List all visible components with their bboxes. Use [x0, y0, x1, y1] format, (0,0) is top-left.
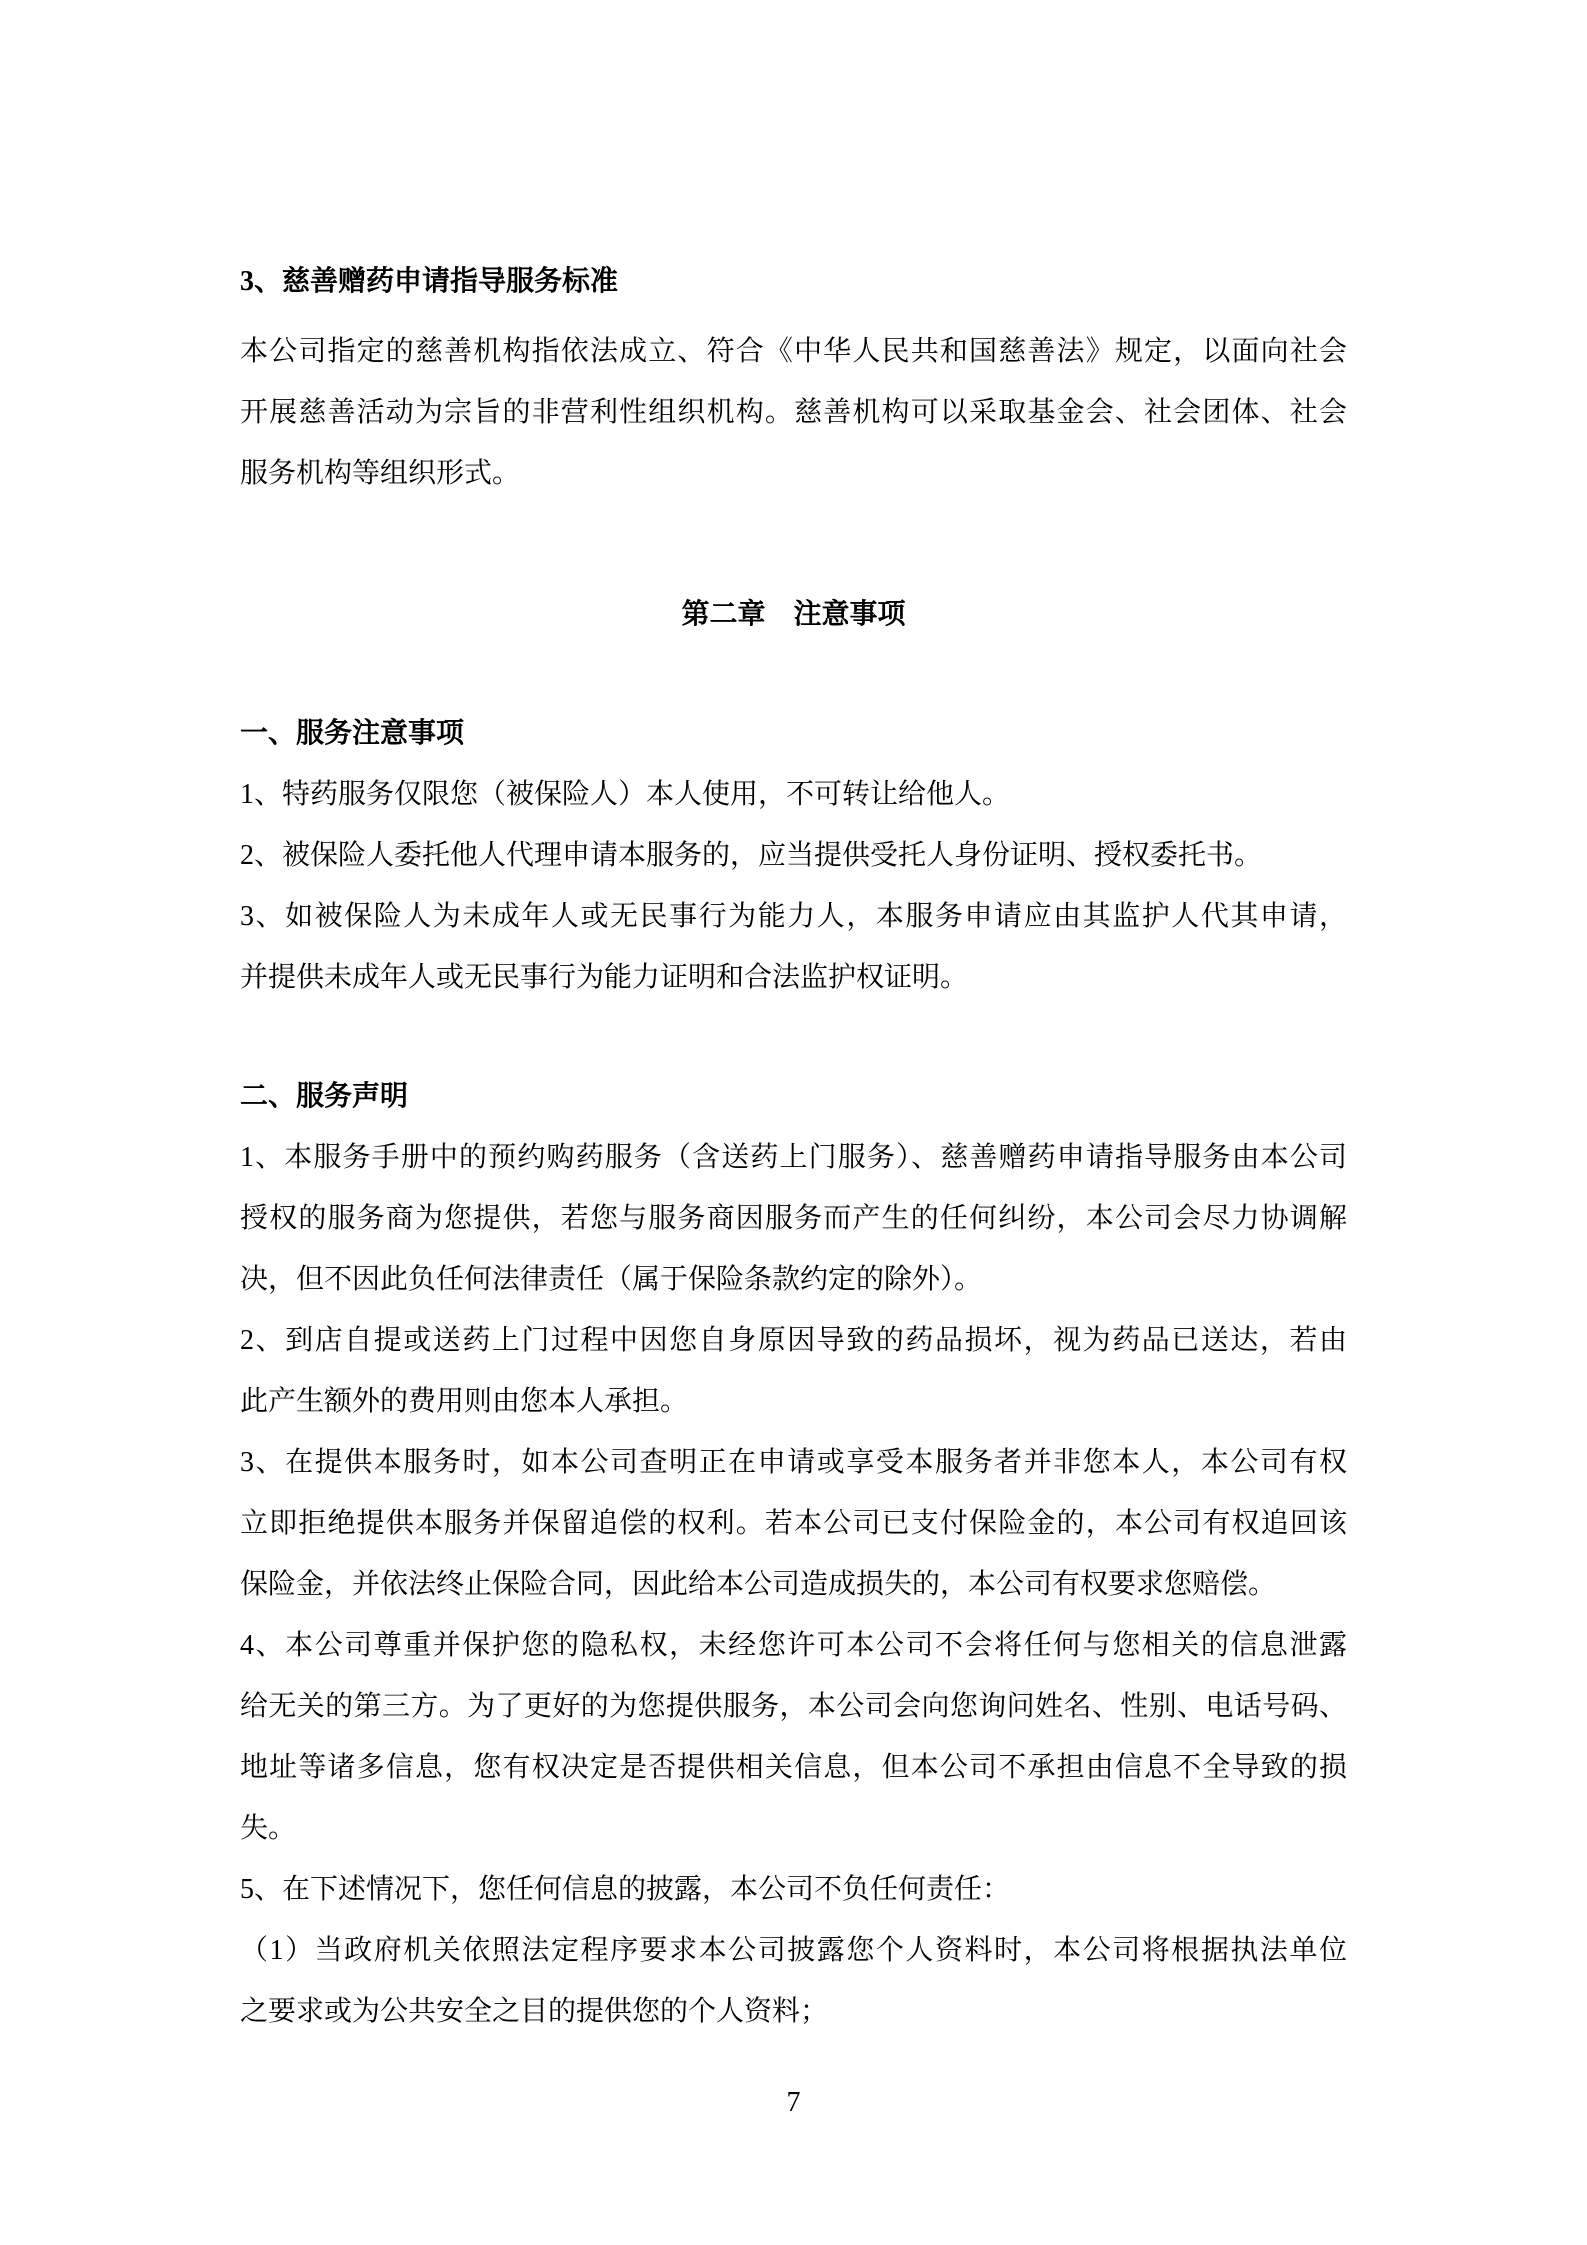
notes-item-1-line-1: 1、特药服务仅限您（被保险人）本人使用，不可转让给他人。	[240, 779, 1011, 810]
section-3-paragraph	[240, 321, 1347, 504]
notes-section-heading	[240, 703, 1347, 764]
notes-item-3-line-2: 并提供未成年人或无民事行为能力证明和合法监护权证明。	[240, 962, 969, 993]
statement-item-2	[240, 1310, 1347, 1432]
statement-item-4-line-1: 4、本公司尊重并保护您的隐私权，未经您许可本公司不会将任何与您相关的信息泄露	[240, 1630, 1347, 1661]
chapter-2-title	[240, 584, 1347, 645]
statement-item-3-line-1: 3、在提供本服务时，如本公司查明正在申请或享受本服务者并非您本人，本公司有权	[240, 1447, 1347, 1478]
statement-item-1-line-3: 决，但不因此负任何法律责任（属于保险条款约定的除外）。	[240, 1264, 983, 1295]
statement-item-1-line-2: 授权的服务商为您提供，若您与服务商因服务而产生的任何纠纷，本公司会尽力协调解	[240, 1203, 1347, 1234]
notes-item-2-line-1: 2、被保险人委托他人代理申请本服务的，应当提供受托人身份证明、授权委托书。	[240, 840, 1263, 871]
statement-section-heading	[240, 1066, 1347, 1127]
statement-item-1-line-1: 1、本服务手册中的预约购药服务（含送药上门服务）、慈善赠药申请指导服务由本公司	[240, 1142, 1347, 1173]
section-3-paragraph-line-3: 服务机构等组织形式。	[240, 458, 521, 489]
notes-item-3	[240, 886, 1347, 1008]
notes-item-1	[240, 764, 1347, 825]
notes-section-heading-line-1: 一、服务注意事项	[240, 718, 465, 749]
section-3-heading-line-1: 3、慈善赠药申请指导服务标准	[240, 266, 619, 297]
statement-item-2-line-2: 此产生额外的费用则由您本人承担。	[240, 1386, 689, 1417]
statement-item-3	[240, 1432, 1347, 1615]
notes-item-2	[240, 825, 1347, 886]
notes-item-3-line-1: 3、如被保险人为未成年人或无民事行为能力人，本服务申请应由其监护人代其申请，	[240, 901, 1347, 932]
statement-item-5	[240, 1859, 1347, 1920]
statement-item-6-line-1: （1）当政府机关依照法定程序要求本公司披露您个人资料时，本公司将根据执法单位	[240, 1935, 1347, 1966]
section-3-heading	[240, 251, 1347, 312]
statement-item-6-line-2: 之要求或为公共安全之目的提供您的个人资料；	[240, 1996, 829, 2027]
statement-item-3-line-2: 立即拒绝提供本服务并保留追偿的权利。若本公司已支付保险金的，本公司有权追回该	[240, 1508, 1347, 1539]
document-content	[240, 251, 1347, 2042]
page-number: 7	[786, 2087, 801, 2118]
statement-item-4-line-3: 地址等诸多信息，您有权决定是否提供相关信息，但本公司不承担由信息不全导致的损	[240, 1752, 1347, 1783]
statement-item-4-line-2: 给无关的第三方。为了更好的为您提供服务，本公司会向您询问姓名、性别、电话号码、	[240, 1691, 1347, 1722]
section-3-paragraph-line-1: 本公司指定的慈善机构指依法成立、符合《中华人民共和国慈善法》规定，以面向社会	[240, 336, 1347, 367]
statement-item-4	[240, 1615, 1347, 1859]
statement-item-1	[240, 1127, 1347, 1310]
statement-section-heading-line-1: 二、服务声明	[240, 1081, 409, 1112]
statement-item-3-line-3: 保险金，并依法终止保险合同，因此给本公司造成损失的，本公司有权要求您赔偿。	[240, 1569, 1277, 1600]
statement-item-6	[240, 1920, 1347, 2042]
statement-item-4-line-4: 失。	[240, 1813, 297, 1844]
statement-item-5-line-1: 5、在下述情况下，您任何信息的披露，本公司不负任何责任：	[240, 1874, 1011, 1905]
statement-item-2-line-1: 2、到店自提或送药上门过程中因您自身原因导致的药品损坏，视为药品已送达，若由	[240, 1325, 1347, 1356]
chapter-2-title-line-1: 第二章 注意事项	[681, 599, 906, 630]
section-3-paragraph-line-2: 开展慈善活动为宗旨的非营利性组织机构。慈善机构可以采取基金会、社会团体、社会	[240, 397, 1347, 428]
